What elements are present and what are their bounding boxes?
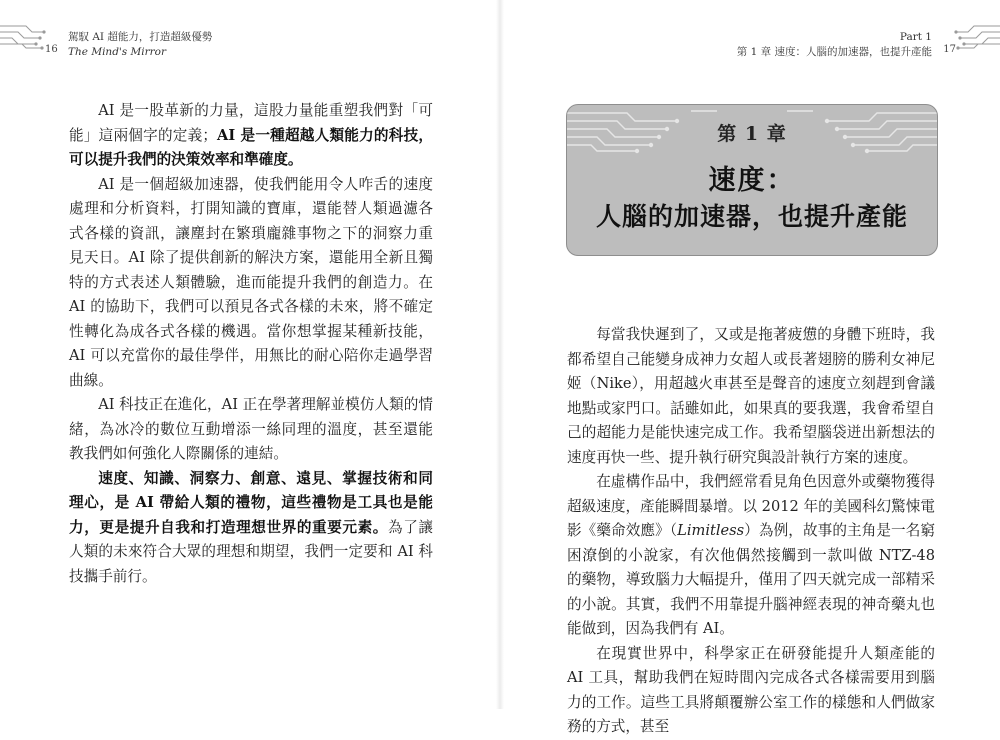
paragraph — [69, 173, 433, 394]
left-body-text — [69, 99, 433, 589]
bold-text: 速度、知識、洞察力、創意、遠見、掌握技術和同理心，是 AI 帶給人類的禮物，這些禮物是工具也是能力，更是提升自我和打造理想世界的重要元素。 — [69, 469, 433, 536]
paragraph — [567, 642, 935, 740]
chapter-title-line2: 人腦的加速器，也提升產能 — [595, 202, 908, 231]
text-segment: 在虛構作品中，我們經常看見角色因意外或藥物獲得超級速度，產能瞬間暴增。以 2012 年的美國科幻驚悚電影《藥命效應》（ — [567, 473, 935, 539]
chapter-header: 第 1 章 速度：人腦的加速器，也提升產能 — [736, 46, 932, 58]
circuit-decoration-left — [0, 22, 46, 52]
running-header — [68, 30, 212, 60]
book-subtitle: The Mind's Mirror — [68, 46, 167, 58]
chapter-title-box — [566, 104, 938, 256]
bold-text: AI 是一種超越人類能力的科技，可以提升我們的決策效率和準確度。 — [69, 126, 433, 168]
right-body-text — [567, 323, 935, 740]
page-number: 16 — [45, 44, 58, 55]
text-segment: AI 是一個超級加速器，使我們能用令人咋舌的速度處理和分析資料，打開知識的寶庫，還能替人類過濾各式各樣的資訊，讓塵封在繁瑣龐雜事物之下的洞察力重見天日。AI 除了提供創新的解決方案，還能用全新且獨特的方式表述人類體驗，進而能提升我們的創造力。在 AI 的協助下，我們可以預見各式各樣的未來，將不確定性轉化為成各式各樣的機遇。當你想掌握某種新技能，AI 可以充當你的最佳學伴，用無比的耐心陪你走過學習曲線。 — [69, 175, 433, 389]
left-page — [0, 0, 500, 709]
italic-text: Limitless — [677, 522, 745, 539]
text-segment: 每當我快遲到了，又或是拖著疲憊的身體下班時，我都希望自己能變身成神力女超人或長著翅膀的勝利女神尼姬（Nike），用超越火車甚至是聲音的速度立刻趕到會議地點或家門口。話雖如此，如果真的要我選，我會希望自己的超能力是能快速完成工作。我希望腦袋迸出新想法的速度再快一些、提升執行研究與設計執行方案的速度。 — [567, 326, 935, 466]
paragraph — [69, 467, 433, 590]
paragraph — [69, 99, 433, 173]
text-segment: AI 是一股革新的力量，這股力量能重塑我們對「可能」這兩個字的定義； — [69, 102, 433, 144]
circuit-decoration-right — [954, 22, 1000, 52]
part-label: Part 1 — [899, 31, 932, 43]
paragraph — [567, 323, 935, 470]
text-segment: AI 科技正在進化，AI 正在學著理解並模仿人類的情緒，為冰冷的數位互動增添一絲同理的溫度，甚至還能教我們如何強化人際關係的連結。 — [69, 396, 433, 462]
chapter-title-line1: 速度： — [708, 165, 796, 196]
page-number: 17 — [943, 44, 956, 55]
chapter-number: 第 1 章 — [717, 123, 787, 145]
text-segment: ）為例，故事的主角是一名窮困潦倒的小說家，有次他偶然接觸到一款叫做 NTZ-48 的藥物，導致腦力大幅提升，僅用了四天就完成一部精采的小說。其實，我們不用靠提升腦神經表現的神奇藥丸也能做到，因為我們有 AI。 — [567, 522, 935, 637]
running-header — [737, 30, 932, 60]
text-segment: 為了讓人類的未來符合大眾的理想和期望，我們一定要和 AI 科技攜手前行。 — [69, 518, 433, 585]
paragraph — [69, 393, 433, 467]
book-title: 駕馭 AI 超能力，打造超級優勢 — [68, 31, 213, 43]
text-segment: 在現實世界中，科學家正在研發能提升人類產能的 AI 工具，幫助我們在短時間內完成各式各樣需要用到腦力的工作。這些工具將顛覆辦公室工作的樣態和人們做家務的方式，甚至 — [567, 644, 935, 735]
paragraph — [567, 470, 935, 642]
